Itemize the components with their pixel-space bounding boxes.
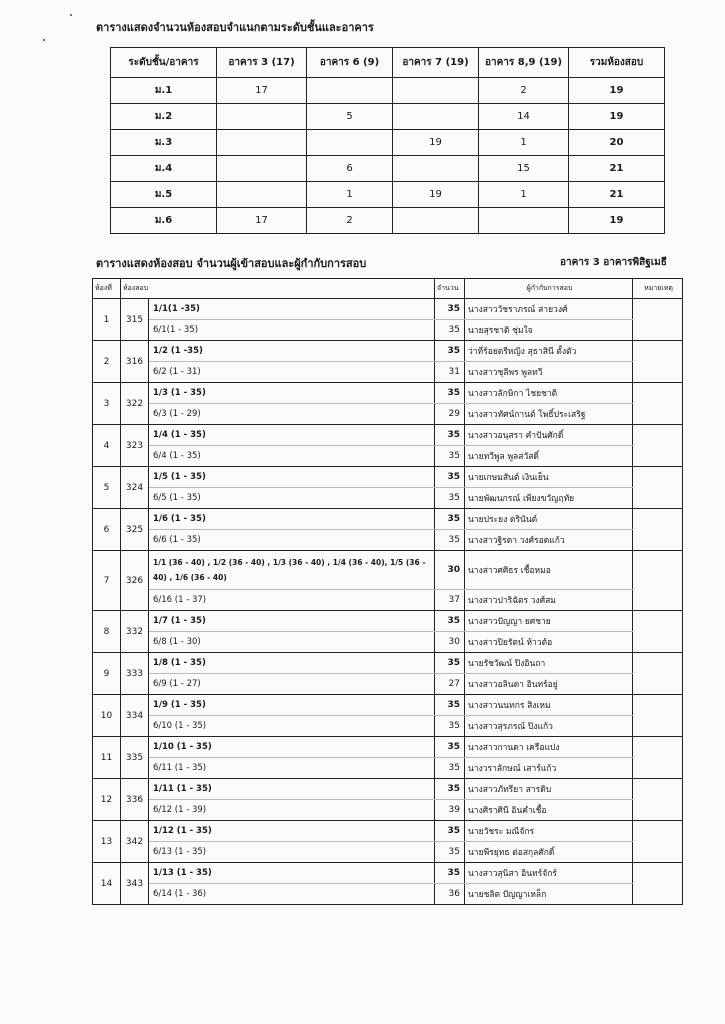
level-cell: ม.1 [111,78,217,104]
remark-cell [633,863,683,905]
room-row [93,884,683,905]
proctor-name: นางสาวปาริฉัตร วงศ์สม [465,590,633,611]
student-count: 31 [435,362,465,383]
student-count: 35 [435,863,465,884]
room-index: 2 [93,341,121,383]
class-range: 6/6 (1 - 35) [149,530,435,551]
class-range: 6/13 (1 - 35) [149,842,435,863]
count-cell: 2 [307,208,393,234]
proctor-name: นายทวีพูล พูลสวัสดิ์ [465,446,633,467]
room-number: 325 [121,509,149,551]
summary-row [111,156,665,182]
class-range: 1/10 (1 - 35) [149,737,435,758]
room-row [93,425,683,446]
room-index: 13 [93,821,121,863]
proctor-name: นายประยง ตรินันต์ [465,509,633,530]
count-cell: 14 [479,104,569,130]
student-count: 35 [435,299,465,320]
count-cell [393,104,479,130]
proctor-name: นางสาวสุรภรณ์ ปิงแก้ว [465,716,633,737]
scan-speck [70,14,72,16]
class-range: 1/3 (1 - 35) [149,383,435,404]
room-index: 7 [93,551,121,611]
room-row [93,551,683,590]
room-index: 1 [93,299,121,341]
remark-cell [633,509,683,551]
student-count: 35 [435,446,465,467]
proctor-name: นายพัฒนกรณ์ เพียงขวัญฤทัย [465,488,633,509]
proctor-name: นางสาวปัญญา ยศชาย [465,611,633,632]
count-cell [393,156,479,182]
proctor-name: นางสาวสุนิสา อินทร์จักร์ [465,863,633,884]
room-number: 343 [121,863,149,905]
room-number: 334 [121,695,149,737]
proctor-name: นางสาวปิยรัตน์ ห้าวต้อ [465,632,633,653]
proctor-name: นางสาวนนทกร สิงเหม [465,695,633,716]
room-number: 323 [121,425,149,467]
room-row [93,758,683,779]
room-index: 11 [93,737,121,779]
rooms-header: จำนวน [435,279,465,299]
level-cell: ม.5 [111,182,217,208]
count-cell: 17 [217,208,307,234]
summary-table [110,47,665,234]
student-count: 35 [435,716,465,737]
rooms-header: ห้องสอบ [121,279,435,299]
room-index: 6 [93,509,121,551]
proctor-name: นายพีรยุทธ ต่อสกุลศักดิ์ [465,842,633,863]
summary-row [111,208,665,234]
student-count: 30 [435,551,465,590]
room-index: 3 [93,383,121,425]
room-row [93,467,683,488]
room-index: 5 [93,467,121,509]
summary-body [111,78,665,234]
count-cell: 5 [307,104,393,130]
room-index: 10 [93,695,121,737]
room-index: 4 [93,425,121,467]
room-row [93,611,683,632]
student-count: 36 [435,884,465,905]
room-row [93,488,683,509]
room-row [93,800,683,821]
remark-cell [633,551,683,611]
class-range: 6/12 (1 - 39) [149,800,435,821]
student-count: 35 [435,488,465,509]
count-cell [217,156,307,182]
proctor-name: นายสุรชาติ ชุ่มใจ [465,320,633,341]
summary-row [111,104,665,130]
class-range: 6/14 (1 - 36) [149,884,435,905]
rooms-header: ผู้กำกับการสอบ [465,279,633,299]
room-row [93,341,683,362]
remark-cell [633,821,683,863]
proctor-name: นางสาวทัศน์กานต์ โพธิ์ประเสริฐ [465,404,633,425]
student-count: 35 [435,821,465,842]
class-range: 1/2 (1 -35) [149,341,435,362]
student-count: 29 [435,404,465,425]
proctor-name: นายรัชวัฒน์ ปิงอินถา [465,653,633,674]
student-count: 35 [435,383,465,404]
room-row [93,383,683,404]
count-cell: 15 [479,156,569,182]
room-index: 9 [93,653,121,695]
proctor-name: นางสาวอนุสรา คำปันศักดิ์ [465,425,633,446]
remark-cell [633,383,683,425]
proctor-name: นางสาวอลินดา อินทร์อยู่ [465,674,633,695]
room-row [93,590,683,611]
room-row [93,509,683,530]
class-range: 1/11 (1 - 35) [149,779,435,800]
room-row [93,530,683,551]
room-number: 336 [121,779,149,821]
level-cell: ม.6 [111,208,217,234]
room-number: 342 [121,821,149,863]
count-cell: 2 [479,78,569,104]
room-row [93,737,683,758]
total-cell: 19 [569,208,665,234]
student-count: 35 [435,341,465,362]
total-cell: 19 [569,78,665,104]
remark-cell [633,737,683,779]
student-count: 39 [435,800,465,821]
building-label: อาคาร 3 อาคารพิสิฐเมธี [560,257,667,268]
student-count: 35 [435,320,465,341]
student-count: 35 [435,695,465,716]
room-row [93,821,683,842]
summary-header: อาคาร 7 (19) [393,48,479,78]
proctor-name: นางสาวฐิรดา วงศ์รอดแก้ว [465,530,633,551]
room-row [93,446,683,467]
student-count: 35 [435,842,465,863]
rooms-header: หมายเหตุ [633,279,683,299]
student-count: 35 [435,737,465,758]
room-index: 8 [93,611,121,653]
class-range: 6/2 (1 - 31) [149,362,435,383]
count-cell [307,78,393,104]
student-count: 27 [435,674,465,695]
room-number: 324 [121,467,149,509]
class-range: 6/8 (1 - 30) [149,632,435,653]
proctor-name: ว่าที่ร้อยตรีหญิง สุธาสินี ตั้งตัว [465,341,633,362]
proctor-name: นางสาววัชราภรณ์ สายวงศ์ [465,299,633,320]
student-count: 37 [435,590,465,611]
rooms-header-row [93,279,683,299]
total-cell: 21 [569,156,665,182]
rooms-body [93,299,683,905]
count-cell: 1 [479,182,569,208]
class-range: 1/1 (36 - 40) , 1/2 (36 - 40) , 1/3 (36 - 40) , 1/4 (36 - 40), 1/5 (36 - 40) , 1/6 (36 - 40) [149,551,435,590]
count-cell [479,208,569,234]
room-number: 322 [121,383,149,425]
summary-row [111,182,665,208]
summary-header: อาคาร 8,9 (19) [479,48,569,78]
student-count: 30 [435,632,465,653]
remark-cell [633,695,683,737]
room-row [93,842,683,863]
room-row [93,653,683,674]
summary-title: ตารางแสดงจำนวนห้องสอบจำแนกตามระดับชั้นและอาคาร [96,21,374,34]
count-cell: 19 [393,182,479,208]
room-row [93,299,683,320]
count-cell [217,104,307,130]
proctor-name: นายชลิต ปัญญาเหล็ก [465,884,633,905]
room-row [93,404,683,425]
room-row [93,362,683,383]
count-cell [393,78,479,104]
room-row [93,716,683,737]
total-cell: 21 [569,182,665,208]
proctor-name: นางสาวภัทรียา สารดิบ [465,779,633,800]
student-count: 35 [435,653,465,674]
count-cell [393,208,479,234]
room-number: 335 [121,737,149,779]
class-range: 1/9 (1 - 35) [149,695,435,716]
proctor-name: นางสาวลักษิกา ไชยชาติ [465,383,633,404]
room-row [93,632,683,653]
student-count: 35 [435,530,465,551]
class-range: 6/3 (1 - 29) [149,404,435,425]
summary-header: รวมห้องสอบ [569,48,665,78]
proctor-name: นางสาวชุลีพร พูลทวี [465,362,633,383]
level-cell: ม.4 [111,156,217,182]
proctor-name: นายวัชระ มณีจักร [465,821,633,842]
remark-cell [633,341,683,383]
rooms-title: ตารางแสดงห้องสอบ จำนวนผู้เข้าสอบและผู้กำกับการสอบ [96,257,367,270]
class-range: 1/6 (1 - 35) [149,509,435,530]
remark-cell [633,653,683,695]
count-cell: 6 [307,156,393,182]
remark-cell [633,425,683,467]
room-number: 333 [121,653,149,695]
remark-cell [633,611,683,653]
summary-header: อาคาร 6 (9) [307,48,393,78]
proctor-name: นางศิราศินี อินคำเชื้อ [465,800,633,821]
remark-cell [633,299,683,341]
room-number: 315 [121,299,149,341]
student-count: 35 [435,779,465,800]
room-index: 12 [93,779,121,821]
student-count: 35 [435,425,465,446]
count-cell: 1 [307,182,393,208]
room-number: 316 [121,341,149,383]
rooms-table [92,278,683,905]
student-count: 35 [435,467,465,488]
remark-cell [633,779,683,821]
class-range: 6/16 (1 - 37) [149,590,435,611]
summary-row [111,78,665,104]
class-range: 6/5 (1 - 35) [149,488,435,509]
count-cell: 17 [217,78,307,104]
summary-header-row [111,48,665,78]
class-range: 6/1(1 - 35) [149,320,435,341]
student-count: 35 [435,758,465,779]
student-count: 35 [435,509,465,530]
class-range: 6/4 (1 - 35) [149,446,435,467]
room-row [93,674,683,695]
room-number: 326 [121,551,149,611]
class-range: 1/7 (1 - 35) [149,611,435,632]
room-row [93,695,683,716]
class-range: 6/10 (1 - 35) [149,716,435,737]
summary-header: อาคาร 3 (17) [217,48,307,78]
class-range: 1/13 (1 - 35) [149,863,435,884]
room-row [93,779,683,800]
summary-row [111,130,665,156]
total-cell: 20 [569,130,665,156]
room-row [93,863,683,884]
class-range: 1/5 (1 - 35) [149,467,435,488]
student-count: 35 [435,611,465,632]
room-index: 14 [93,863,121,905]
remark-cell [633,467,683,509]
class-range: 1/4 (1 - 35) [149,425,435,446]
room-number: 332 [121,611,149,653]
count-cell: 1 [479,130,569,156]
proctor-name: นางวราลักษณ์ เสาร์แก้ว [465,758,633,779]
total-cell: 19 [569,104,665,130]
count-cell [307,130,393,156]
class-range: 1/12 (1 - 35) [149,821,435,842]
rooms-header: ห้องที่ [93,279,121,299]
level-cell: ม.2 [111,104,217,130]
count-cell [217,130,307,156]
scan-speck [43,39,45,41]
count-cell: 19 [393,130,479,156]
level-cell: ม.3 [111,130,217,156]
class-range: 1/1(1 -35) [149,299,435,320]
proctor-name: นายเกษมสันต์ เงินเย็น [465,467,633,488]
count-cell [217,182,307,208]
class-range: 6/11 (1 - 35) [149,758,435,779]
summary-header: ระดับชั้น/อาคาร [111,48,217,78]
room-row [93,320,683,341]
class-range: 1/8 (1 - 35) [149,653,435,674]
proctor-name: นางสาวศศิธร เชื้อหมอ [465,551,633,590]
class-range: 6/9 (1 - 27) [149,674,435,695]
proctor-name: นางสาวกานดา เครือแปง [465,737,633,758]
